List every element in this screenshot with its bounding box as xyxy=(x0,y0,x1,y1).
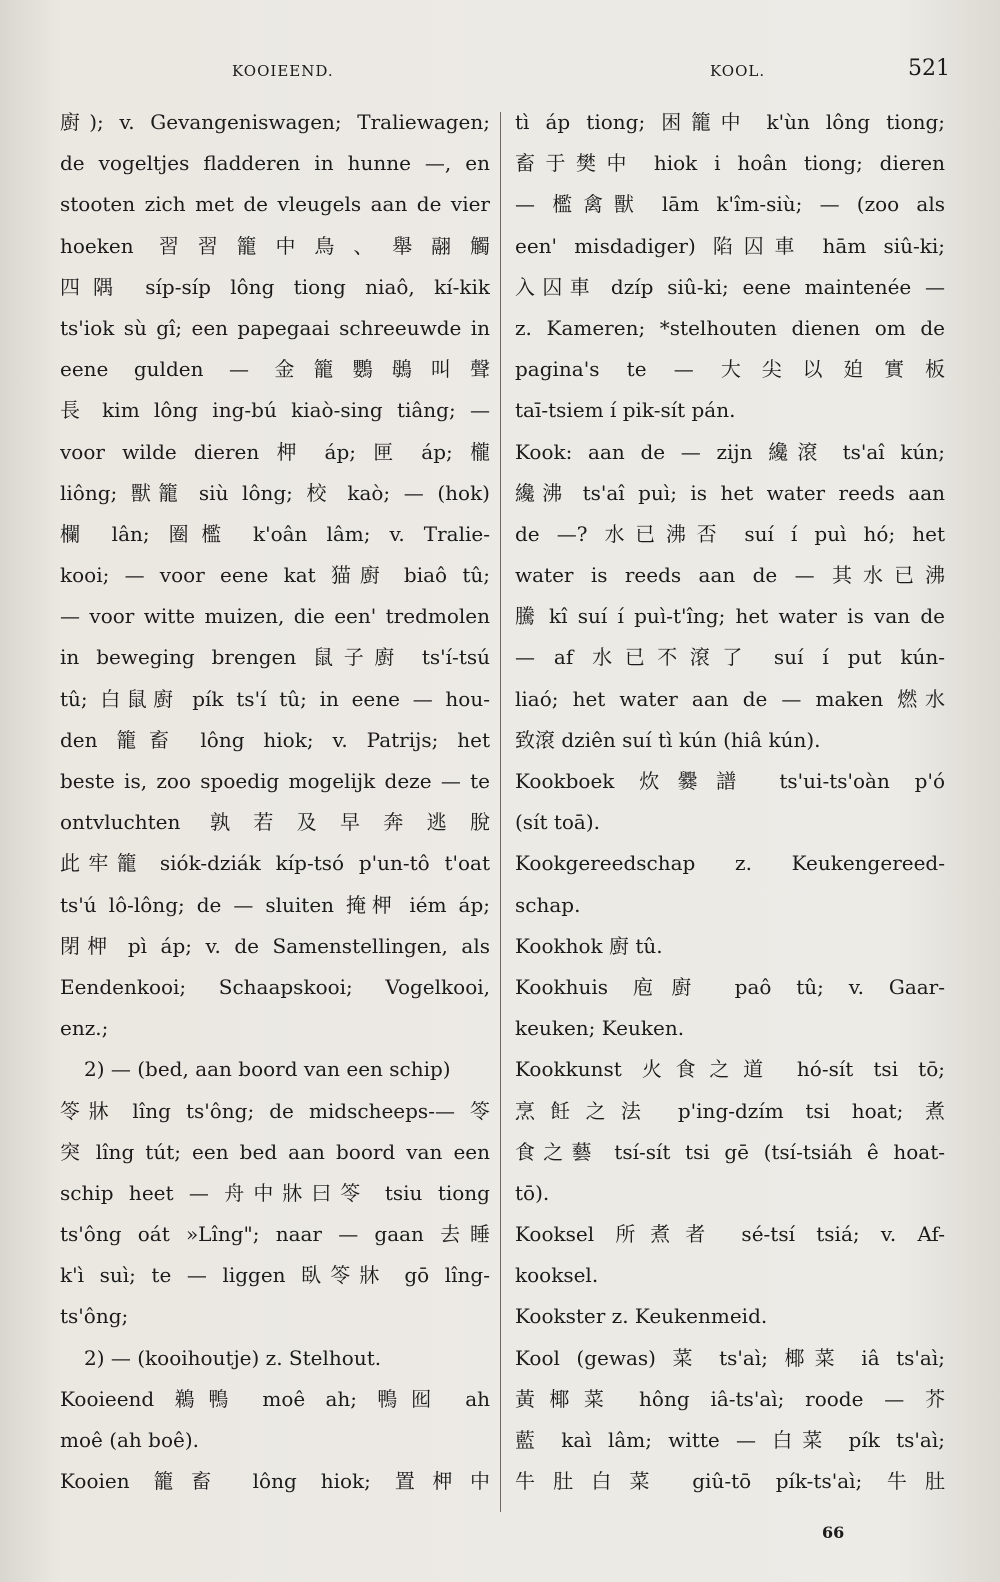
text-line: 牛肚白菜 giû-tō pík-ts'aì; 牛肚 xyxy=(515,1469,945,1494)
entry-headword-line: Kook: aan de — zijn 纔滾 ts'aî kún; xyxy=(515,439,945,464)
text-line: 四隅 síp-síp lông tiong niaô, kí-kik xyxy=(60,274,490,299)
text-line: 食之藝 tsí-sít tsi gē (tsí-tsiáh ê hoat- xyxy=(515,1139,945,1164)
text-line: liaó; het water aan de — maken 燃水 xyxy=(515,686,945,711)
text-line: moê (ah boê). xyxy=(60,1428,200,1452)
text-line: 致滾 dziên suí tì kún (hiâ kún). xyxy=(515,727,821,752)
text-line: tû; 白鼠廚 pík ts'í tû; in eene — hou- xyxy=(60,686,490,711)
text-line: keuken; Keuken. xyxy=(515,1016,685,1041)
text-line: 纔沸 ts'aî puì; is het water reeds aan xyxy=(515,480,945,505)
text-line: 烹飪之法 p'ing-dzím tsi hoat; 煮 xyxy=(515,1098,945,1123)
right-column xyxy=(515,102,945,1502)
text-line: ts'ú lô-lông; de — sluiten 掩柙 iém áp; xyxy=(60,892,490,917)
text-line: eene gulden — 金籠鸚䳇叫聲 xyxy=(60,357,490,382)
text-line: 2) — (kooihoutje) z. Stelhout. xyxy=(84,1345,382,1370)
text-line: 長 kim lông ing-bú kiaò-sing tiâng; — xyxy=(60,398,490,423)
entry-headword-line: Kookgereedschap z. Keukengereed- xyxy=(515,851,945,876)
text-line: tì áp tiong; 困籠中 k'ùn lông tiong; xyxy=(515,110,945,134)
text-line: den 籠畜 lông hiok; v. Patrijs; het xyxy=(60,727,490,752)
entry-headword-line: Kookhok 廚 tû. xyxy=(515,933,663,958)
text-line: (sít toā). xyxy=(515,810,601,835)
text-line: — voor witte muizen, die een' tredmolen xyxy=(60,604,490,629)
column-divider xyxy=(500,112,501,1512)
text-line: enz.; xyxy=(60,1016,109,1041)
running-head-right: KOOL. xyxy=(710,62,766,80)
text-line: taī-tsiem í pik-sít pán. xyxy=(515,398,736,423)
text-line: 笭牀 lîng ts'ông; de midscheeps-— 笭 xyxy=(60,1098,490,1123)
running-head-left: KOOIEEND. xyxy=(232,62,334,80)
text-line: beste is, zoo spoedig mogelijk deze — te xyxy=(60,769,490,793)
text-line: de vogeltjes fladderen in hunne —, en xyxy=(60,151,490,176)
text-line: — 檻禽獸 lām k'îm-siù; — (zoo als xyxy=(515,192,945,217)
text-line: 此牢籠 siók-dziák kíp-tsó p'un-tô t'oat xyxy=(60,851,490,876)
entry-headword-line: Kooieend 鵜鴨 moê ah; 鴨囮 ah xyxy=(60,1386,490,1411)
text-line: voor wilde dieren 柙 áp; 匣 áp; 櫳 xyxy=(60,439,490,464)
entry-headword-line: Kooien 籠畜 lông hiok; 置柙中 xyxy=(60,1469,490,1494)
text-line: ts'iok sù gî; een papegaai schreeuwde in xyxy=(60,315,490,340)
text-line: ts'ông oát »Lîng"; naar — gaan 去睡 xyxy=(60,1222,490,1247)
text-line: 黃椰菜 hông iâ-ts'aì; roode — 芥 xyxy=(515,1386,945,1411)
text-line: 突 lîng tút; een bed aan boord van een xyxy=(60,1139,490,1164)
text-line: pagina's te — 大尖以廹實板 xyxy=(515,357,945,382)
text-line: kooksel. xyxy=(515,1263,599,1288)
text-line: schap. xyxy=(515,892,581,917)
text-line: een' misdadiger) 陷囚車 hām siû-ki; xyxy=(515,233,945,258)
entry-headword-line: Kool (gewas) 菜 ts'aì; 椰菜 iâ ts'aì; xyxy=(515,1345,945,1370)
text-line: schip heet — 舟中牀曰笭 tsiu tiong xyxy=(60,1180,490,1205)
text-line: 畜于樊中 hiok i hoân tiong; dieren xyxy=(515,151,945,176)
entry-headword-line: Kookboek 炊爨譜 ts'ui-ts'oàn p'ó xyxy=(515,769,945,793)
text-line: water is reeds aan de — 其水已沸 xyxy=(515,563,945,588)
text-line: ontvluchten 孰若及早奔逃脫 xyxy=(60,810,490,835)
text-line: 藍 kaì lâm; witte — 白菜 pík ts'aì; xyxy=(515,1428,945,1452)
text-line: in beweging brengen 鼠子廚 ts'í-tsú xyxy=(60,645,490,670)
text-line: hoeken 習習籠中鳥、舉翮觸 xyxy=(60,233,490,258)
page-number: 521 xyxy=(908,56,950,81)
text-line: 閉柙 pì áp; v. de Samenstellingen, als xyxy=(60,933,490,958)
text-line: 入囚車 dzíp siû-ki; eene maintenée — xyxy=(515,274,945,299)
signature-mark: 66 xyxy=(822,1523,845,1542)
entry-headword-line: Kookhuis 庖廚 paô tû; v. Gaar- xyxy=(515,974,945,999)
text-line: — af 水已不滾了 suí í put kún- xyxy=(515,645,945,670)
text-line: z. Kameren; *stelhouten dienen om de xyxy=(515,315,945,340)
text-line: stooten zich met de vleugels aan de vier xyxy=(60,192,490,217)
text-line: ts'ông; xyxy=(60,1304,129,1329)
text-line: 騰 kî suí í puì-t'îng; het water is van de xyxy=(515,604,945,629)
text-line: 欄 lân; 圈檻 k'oân lâm; v. Tralie- xyxy=(60,521,490,546)
text-line: Eendenkooi; Schaapskooi; Vogelkooi, xyxy=(60,974,490,999)
text-line: tō). xyxy=(515,1180,550,1205)
text-line: de —? 水已沸否 suí í puì hó; het xyxy=(515,521,945,546)
text-line: 2) — (bed, aan boord van een schip) xyxy=(84,1057,451,1082)
text-line: liông; 獸籠 siù lông; 校 kaò; — (hok) xyxy=(60,480,490,505)
text-line: k'ì suì; te — liggen 臥笭牀 gō lîng- xyxy=(60,1263,490,1288)
entry-headword-line: Kooksel 所煮者 sé-tsí tsiá; v. Af- xyxy=(515,1222,945,1247)
text-line: 廚); v. Gevangeniswagen; Traliewagen; xyxy=(60,110,490,134)
entry-headword-line: Kookster z. Keukenmeid. xyxy=(515,1304,768,1329)
text-line: kooi; — voor eene kat 猫廚 biaô tû; xyxy=(60,563,490,588)
entry-headword-line: Kookkunst 火食之道 hó-sít tsi tō; xyxy=(515,1057,945,1082)
left-column xyxy=(60,102,490,1502)
